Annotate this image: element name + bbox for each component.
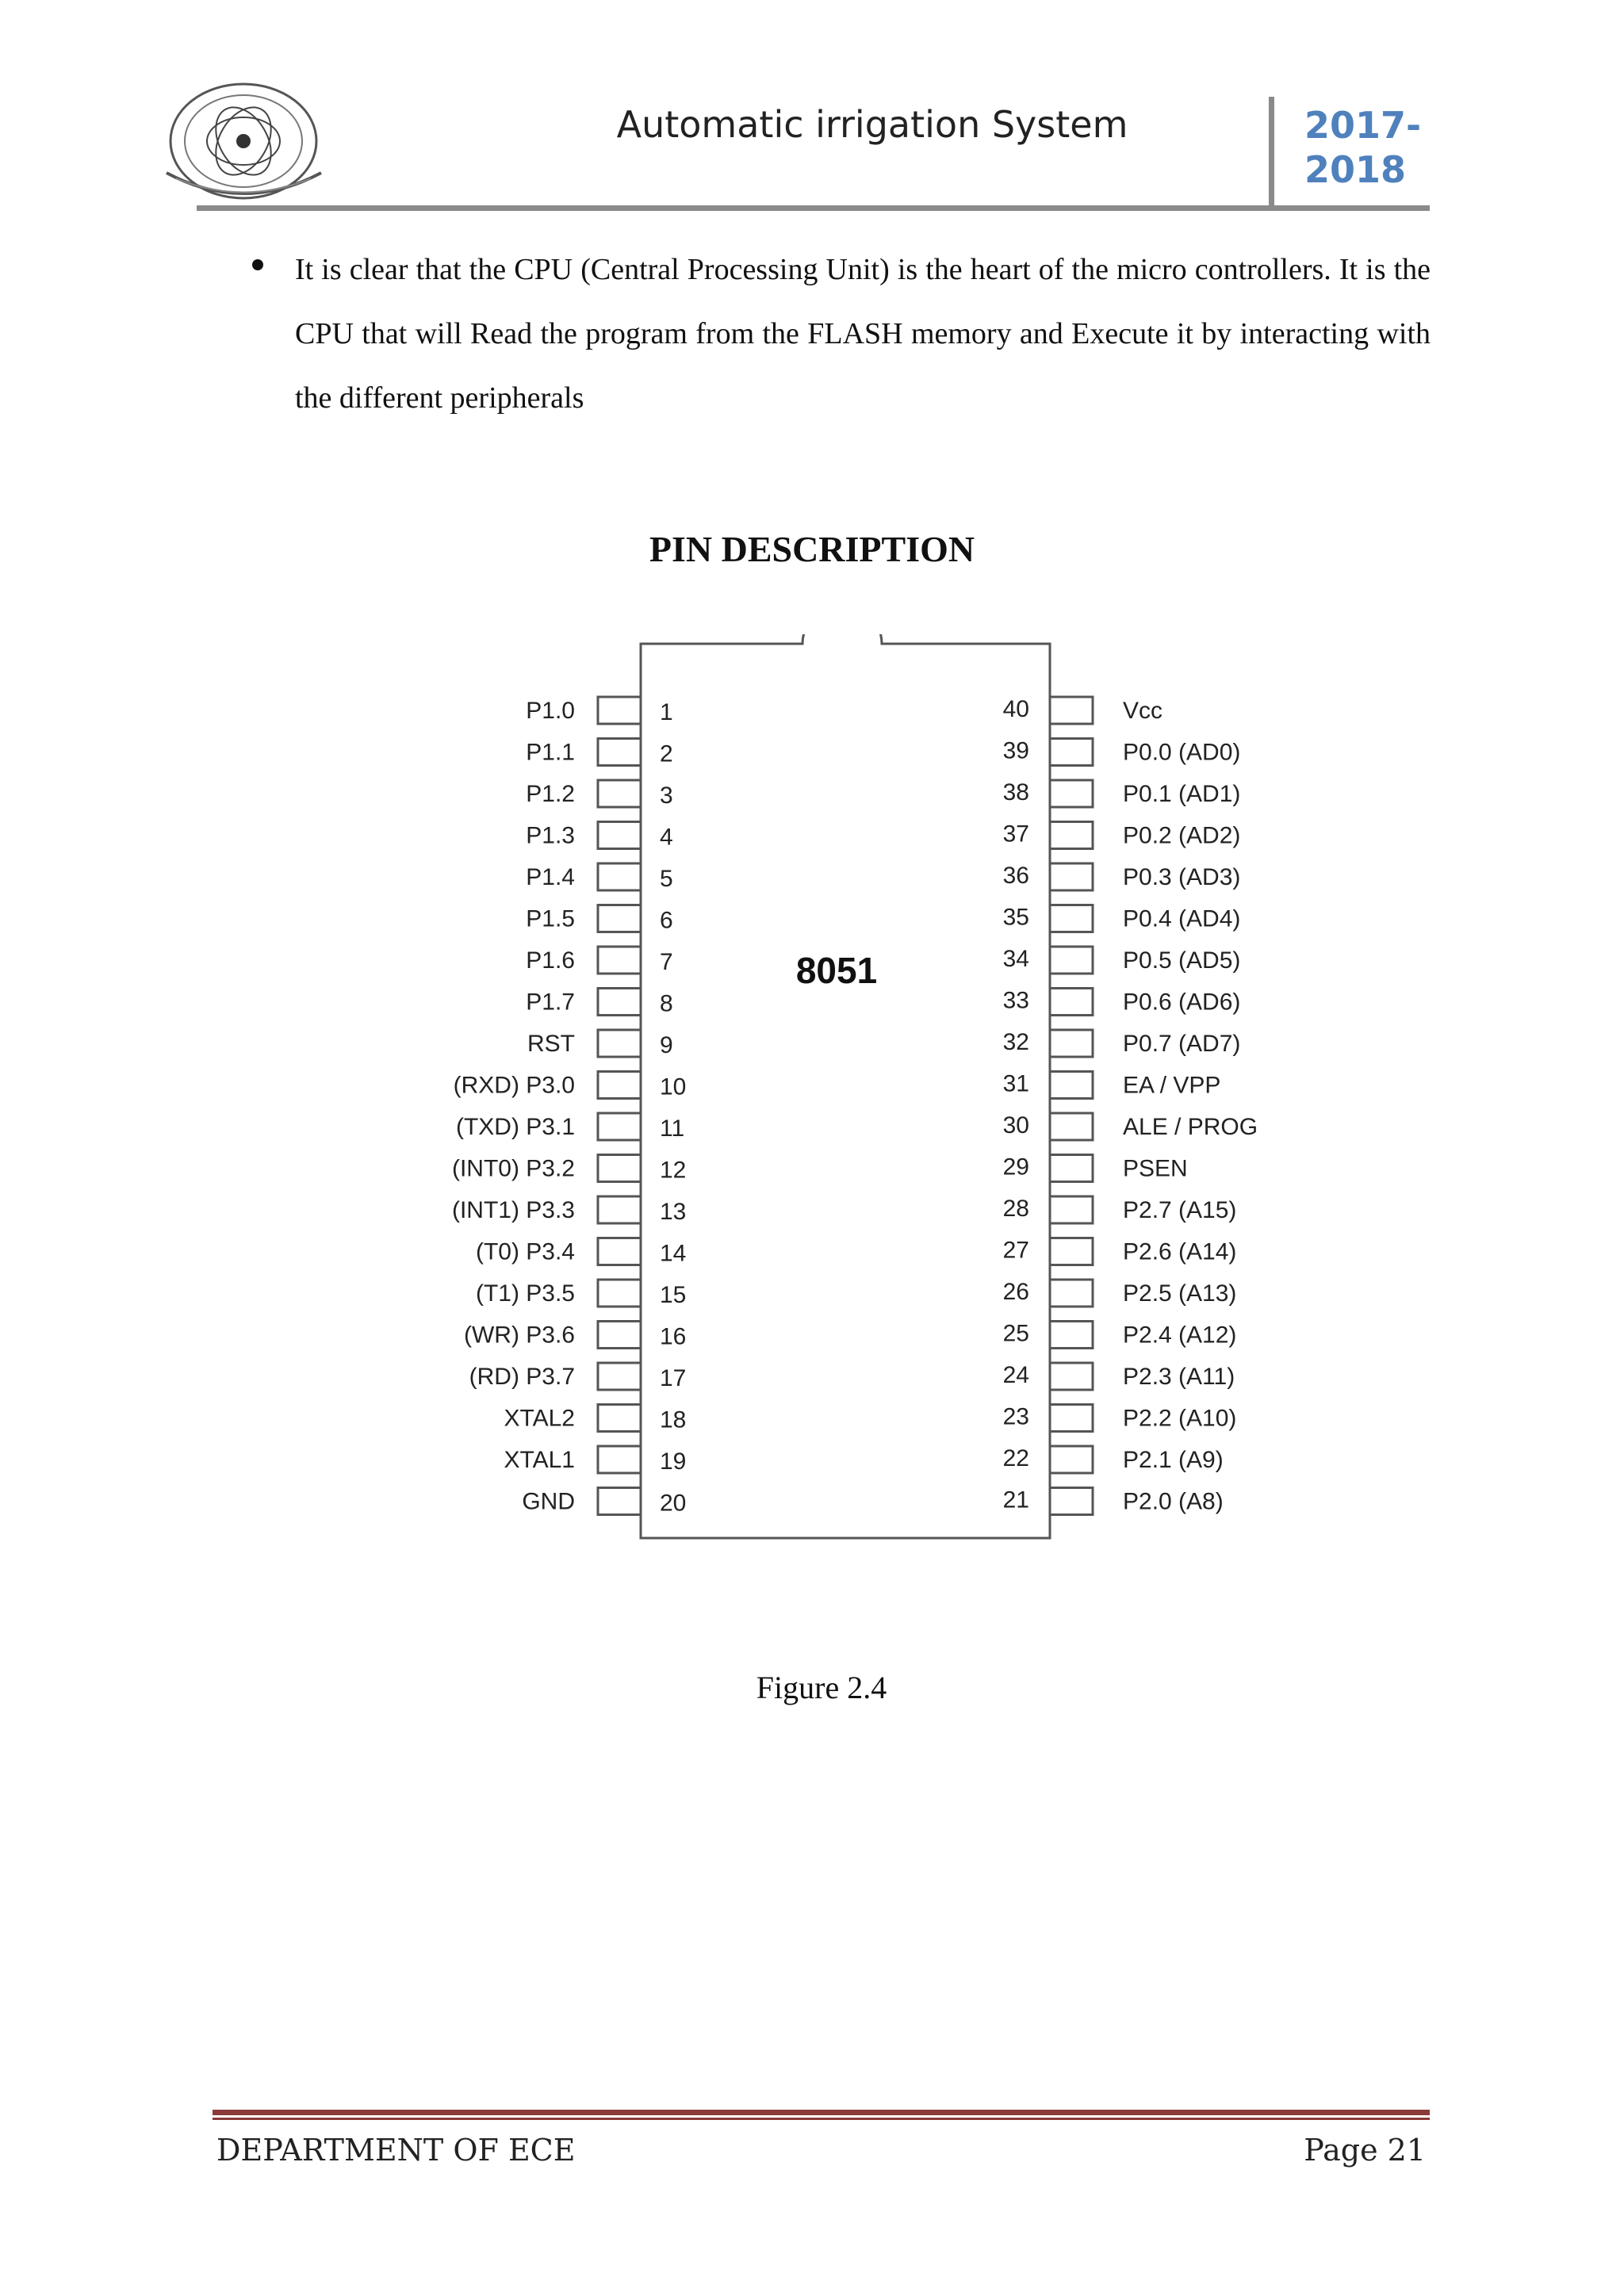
pin-number: 10 (660, 1073, 687, 1100)
pin-box (1050, 1280, 1093, 1307)
pin-number: 1 (660, 699, 673, 725)
pin-label: P0.0 (AD0) (1123, 739, 1241, 766)
pin-box (1050, 947, 1093, 974)
pin-number: 19 (660, 1448, 687, 1475)
college-emblem-icon (159, 79, 329, 206)
pin-box (1050, 1196, 1093, 1223)
header-divider (1269, 97, 1274, 208)
pin-number: 28 (1002, 1196, 1029, 1222)
pin-number: 24 (1002, 1362, 1029, 1388)
pin-label: P1.1 (526, 739, 575, 766)
year-start: 2017- (1304, 104, 1422, 147)
pin-box (598, 947, 641, 974)
pin-label: P2.3 (A11) (1123, 1364, 1235, 1390)
pin-number: 16 (660, 1323, 687, 1350)
pin-label: RST (527, 1031, 575, 1057)
pin-label: P0.2 (AD2) (1123, 822, 1241, 849)
pin-box (1050, 739, 1093, 766)
pin-label: P0.7 (AD7) (1123, 1031, 1241, 1057)
pin-number: 23 (1002, 1403, 1029, 1430)
pin-number: 21 (1002, 1487, 1029, 1513)
pin-label: (T0) P3.4 (475, 1238, 575, 1265)
pin-box (1050, 697, 1093, 724)
pin-label: P2.7 (A15) (1123, 1197, 1237, 1223)
pin-label: GND (522, 1488, 575, 1515)
pin-number: 13 (660, 1199, 687, 1225)
pin-label: EA / VPP (1123, 1072, 1221, 1099)
pin-number: 15 (660, 1282, 687, 1308)
pin-number: 20 (660, 1490, 687, 1517)
pin-box (1050, 1030, 1093, 1057)
pin-box (598, 1280, 641, 1307)
pin-box (598, 822, 641, 849)
pin-number: 2 (660, 740, 673, 767)
pin-number: 7 (660, 949, 673, 975)
pin-number: 22 (1002, 1445, 1029, 1471)
pin-label: (WR) P3.6 (463, 1322, 575, 1349)
pin-box (1050, 1072, 1093, 1099)
chip-outline (641, 634, 1050, 1538)
pin-box (1050, 1446, 1093, 1473)
chip-label: 8051 (795, 950, 878, 991)
pin-box (1050, 863, 1093, 890)
pin-diagram (428, 634, 1348, 1570)
pin-diagram-svg (428, 634, 1348, 1570)
pin-label: (TXD) P3.1 (455, 1114, 575, 1140)
pin-label: (T1) P3.5 (475, 1280, 575, 1307)
pin-number: 3 (660, 783, 673, 809)
pin-box (598, 1196, 641, 1223)
pin-box (1050, 1238, 1093, 1265)
pin-box (598, 863, 641, 890)
pin-box (598, 1030, 641, 1057)
pin-label: P0.4 (AD4) (1123, 905, 1241, 932)
pin-number: 33 (1002, 987, 1029, 1014)
pin-label: PSEN (1123, 1155, 1188, 1182)
page-number: Page 21 (1304, 2133, 1426, 2168)
pin-number: 34 (1002, 946, 1029, 972)
pin-label: P1.4 (526, 864, 575, 890)
pin-box (1050, 780, 1093, 807)
year-end: 2018 (1304, 148, 1407, 191)
pin-label: XTAL1 (504, 1447, 575, 1473)
pin-number: 27 (1002, 1237, 1029, 1264)
pin-label: P1.3 (526, 822, 575, 849)
footer-rule-thin (213, 2118, 1430, 2120)
pin-label: XTAL2 (504, 1405, 575, 1432)
pin-box (1050, 1405, 1093, 1432)
pin-box (1050, 1322, 1093, 1349)
pin-box (598, 1405, 641, 1432)
pin-box (598, 905, 641, 932)
pin-number: 32 (1002, 1029, 1029, 1055)
pin-box (598, 1363, 641, 1390)
pin-number: 17 (660, 1365, 687, 1391)
figure-caption: Figure 2.4 (756, 1670, 887, 1705)
pin-number: 6 (660, 907, 673, 934)
pin-box (598, 739, 641, 766)
pin-label: P1.6 (526, 947, 575, 974)
pin-number: 11 (660, 1115, 685, 1142)
pin-box (1050, 1488, 1093, 1515)
pin-box (1050, 1363, 1093, 1390)
pin-number: 40 (1002, 696, 1029, 722)
pin-label: P1.7 (526, 989, 575, 1016)
footer-rule (213, 2110, 1430, 2115)
pin-label: P2.1 (A9) (1123, 1447, 1224, 1473)
bullet-paragraph: It is clear that the CPU (Central Processing Unit) is the heart of the micro controllers. It is the CPU that will Read the program from the FLASH memory and Execute it by interacting with the different peripherals (295, 253, 1431, 415)
pin-number: 12 (660, 1157, 687, 1184)
pin-box (1050, 989, 1093, 1016)
pin-box (598, 1113, 641, 1140)
pin-box (1050, 822, 1093, 849)
pin-box (1050, 1155, 1093, 1182)
pin-label: P0.6 (AD6) (1123, 989, 1241, 1016)
pin-label: (RXD) P3.0 (453, 1072, 575, 1099)
section-heading: PIN DESCRIPTION (649, 529, 975, 569)
pin-number: 8 (660, 990, 673, 1017)
pin-number: 4 (660, 824, 673, 851)
pin-label: P2.2 (A10) (1123, 1405, 1237, 1432)
pin-box (598, 1155, 641, 1182)
header-rule (197, 205, 1430, 211)
pin-label: (INT0) P3.2 (451, 1155, 575, 1182)
pin-label: (RD) P3.7 (469, 1364, 575, 1390)
pin-label: P1.2 (526, 781, 575, 807)
pin-box (598, 780, 641, 807)
pin-label: P2.4 (A12) (1123, 1322, 1237, 1349)
pin-number: 31 (1002, 1070, 1029, 1097)
bullet-icon (252, 259, 263, 270)
pin-label: P1.5 (526, 905, 575, 932)
pin-number: 14 (660, 1240, 687, 1267)
pin-number: 38 (1002, 779, 1029, 806)
pin-20 (522, 1488, 686, 1517)
pin-box (598, 1238, 641, 1265)
pin-box (1050, 905, 1093, 932)
pin-box (598, 1488, 641, 1515)
pin-box (598, 1072, 641, 1099)
pin-number: 9 (660, 1032, 673, 1058)
academic-year (1304, 103, 1421, 192)
pin-number: 36 (1002, 863, 1029, 889)
pin-number: 29 (1002, 1154, 1029, 1181)
pin-label: Vcc (1123, 698, 1163, 724)
pin-number: 39 (1002, 737, 1029, 764)
pin-label: P2.0 (A8) (1123, 1488, 1224, 1515)
pin-number: 37 (1002, 821, 1029, 848)
pin-label: P1.0 (526, 698, 575, 724)
pin-box (1050, 1113, 1093, 1140)
pin-box (598, 1322, 641, 1349)
pin-box (598, 989, 641, 1016)
pin-label: ALE / PROG (1123, 1114, 1258, 1140)
pin-number: 26 (1002, 1279, 1029, 1305)
pin-number: 18 (660, 1406, 687, 1433)
pin-label: P0.5 (AD5) (1123, 947, 1241, 974)
document-title: Automatic irrigation System (616, 103, 1128, 146)
pin-number: 35 (1002, 904, 1029, 931)
pin-box (598, 1446, 641, 1473)
pin-number: 25 (1002, 1320, 1029, 1347)
pin-number: 5 (660, 866, 673, 892)
pin-label: P2.5 (A13) (1123, 1280, 1237, 1307)
pin-number: 30 (1002, 1112, 1029, 1138)
footer-department: DEPARTMENT OF ECE (216, 2133, 576, 2168)
pin-label: P0.3 (AD3) (1123, 864, 1241, 890)
pin-box (598, 697, 641, 724)
pin-label: P0.1 (AD1) (1123, 781, 1241, 807)
pin-40 (1003, 696, 1162, 724)
pin-label: P2.6 (A14) (1123, 1238, 1237, 1265)
pin-label: (INT1) P3.3 (451, 1197, 575, 1223)
